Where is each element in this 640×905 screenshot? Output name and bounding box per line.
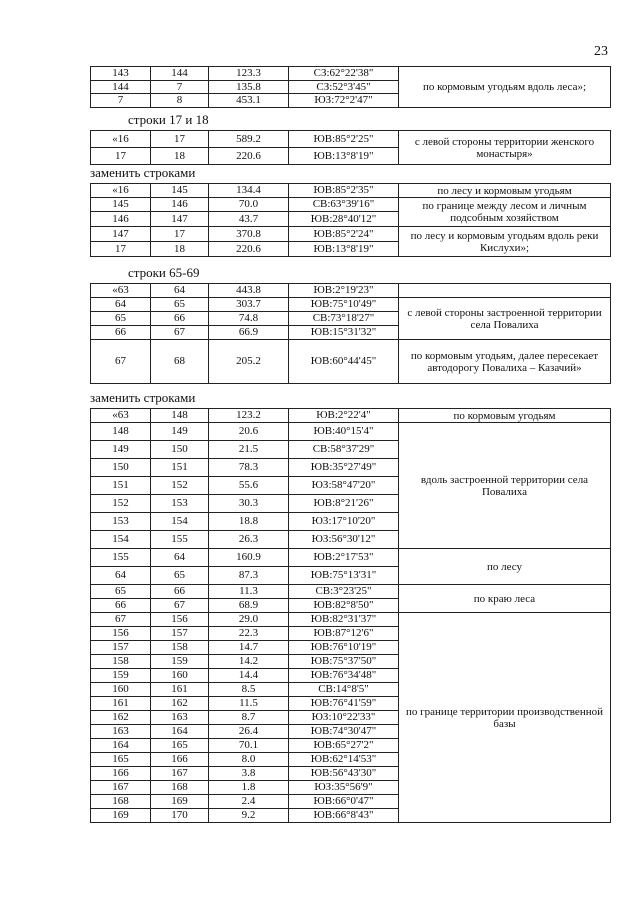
cell-to: 155 xyxy=(151,531,209,549)
cell-from: 149 xyxy=(91,441,151,459)
cell-len: 87.3 xyxy=(209,567,289,585)
cell-to: 67 xyxy=(151,326,209,340)
cell-len: 8.0 xyxy=(209,753,289,767)
cell-from: «16 xyxy=(91,184,151,198)
cell-len: 160.9 xyxy=(209,549,289,567)
table-section xyxy=(90,183,610,257)
boundary-table xyxy=(90,183,611,257)
cell-len: 1.8 xyxy=(209,781,289,795)
cell-description: по лесу xyxy=(399,549,611,585)
cell-to: 148 xyxy=(151,409,209,423)
table-row xyxy=(91,284,611,298)
cell-from: 17 xyxy=(91,242,151,257)
cell-description: по лесу и кормовым угодьям вдоль реки Кислухи»; xyxy=(399,227,611,257)
cell-description: с левой стороны территории женского монастыря» xyxy=(399,131,611,165)
cell-bearing: ЮВ:2°19'23" xyxy=(289,284,399,298)
table-row xyxy=(91,67,611,81)
cell-bearing: ЮВ:75°10'49" xyxy=(289,298,399,312)
table-section xyxy=(90,66,610,108)
cell-len: 55.6 xyxy=(209,477,289,495)
cell-from: 65 xyxy=(91,585,151,599)
table-section xyxy=(90,130,610,165)
section-caption: строки 65-69 xyxy=(128,265,200,280)
cell-len: 123.2 xyxy=(209,409,289,423)
cell-to: 163 xyxy=(151,711,209,725)
cell-len: 14.2 xyxy=(209,655,289,669)
section-caption: заменить строками xyxy=(90,165,196,180)
cell-from: 153 xyxy=(91,513,151,531)
cell-to: 67 xyxy=(151,599,209,613)
cell-from: 146 xyxy=(91,212,151,227)
cell-bearing: ЮВ:56°43'30" xyxy=(289,767,399,781)
table-section xyxy=(90,408,610,823)
cell-len: 9.2 xyxy=(209,809,289,823)
cell-len: 2.4 xyxy=(209,795,289,809)
cell-from: «63 xyxy=(91,409,151,423)
table-row xyxy=(91,131,611,148)
cell-to: 165 xyxy=(151,739,209,753)
cell-to: 157 xyxy=(151,627,209,641)
table-row xyxy=(91,340,611,384)
table-row xyxy=(91,409,611,423)
cell-len: 135.8 xyxy=(209,80,289,94)
cell-from: 151 xyxy=(91,477,151,495)
cell-len: 70.1 xyxy=(209,739,289,753)
boundary-table xyxy=(90,66,611,108)
cell-to: 147 xyxy=(151,212,209,227)
cell-to: 154 xyxy=(151,513,209,531)
cell-to: 158 xyxy=(151,641,209,655)
cell-bearing: ЮЗ:72°2'47" xyxy=(289,94,399,108)
page-number: 23 xyxy=(594,44,608,59)
cell-from: 161 xyxy=(91,697,151,711)
cell-from: 148 xyxy=(91,423,151,441)
cell-bearing: ЮВ:74°30'47" xyxy=(289,725,399,739)
cell-to: 66 xyxy=(151,585,209,599)
cell-from: 154 xyxy=(91,531,151,549)
cell-bearing: ЮВ:87°12'6" xyxy=(289,627,399,641)
cell-bearing: ЮЗ:35°56'9" xyxy=(289,781,399,795)
cell-to: 18 xyxy=(151,148,209,165)
cell-len: 3.8 xyxy=(209,767,289,781)
cell-len: 20.6 xyxy=(209,423,289,441)
cell-from: 64 xyxy=(91,567,151,585)
cell-bearing: СВ:3°23'25" xyxy=(289,585,399,599)
cell-from: 158 xyxy=(91,655,151,669)
cell-len: 21.5 xyxy=(209,441,289,459)
cell-bearing: ЮЗ:58°47'20" xyxy=(289,477,399,495)
boundary-table xyxy=(90,408,611,823)
cell-from: 166 xyxy=(91,767,151,781)
cell-bearing: ЮВ:2°17'53" xyxy=(289,549,399,567)
cell-to: 152 xyxy=(151,477,209,495)
boundary-table xyxy=(90,130,611,165)
cell-to: 151 xyxy=(151,459,209,477)
cell-description: по кормовым угодьям вдоль леса»; xyxy=(399,67,611,108)
cell-to: 65 xyxy=(151,567,209,585)
table-row xyxy=(91,613,611,627)
cell-len: 370.8 xyxy=(209,227,289,242)
cell-to: 169 xyxy=(151,795,209,809)
cell-bearing: СЗ:52°3'45" xyxy=(289,80,399,94)
cell-bearing: ЮВ:85°2'24" xyxy=(289,227,399,242)
cell-len: 11.3 xyxy=(209,585,289,599)
cell-len: 30.3 xyxy=(209,495,289,513)
cell-to: 66 xyxy=(151,312,209,326)
cell-len: 68.9 xyxy=(209,599,289,613)
cell-to: 17 xyxy=(151,131,209,148)
cell-to: 7 xyxy=(151,80,209,94)
cell-len: 443.8 xyxy=(209,284,289,298)
cell-to: 164 xyxy=(151,725,209,739)
cell-from: 67 xyxy=(91,340,151,384)
cell-len: 66.9 xyxy=(209,326,289,340)
cell-from: 167 xyxy=(91,781,151,795)
cell-len: 14.4 xyxy=(209,669,289,683)
cell-description: вдоль застроенной территории села Повалиха xyxy=(399,423,611,549)
cell-to: 153 xyxy=(151,495,209,513)
cell-len: 26.3 xyxy=(209,531,289,549)
cell-from: 144 xyxy=(91,80,151,94)
cell-bearing: ЮВ:28°40'12" xyxy=(289,212,399,227)
cell-len: 14.7 xyxy=(209,641,289,655)
cell-to: 149 xyxy=(151,423,209,441)
cell-to: 65 xyxy=(151,298,209,312)
cell-len: 123.3 xyxy=(209,67,289,81)
cell-bearing: ЮВ:62°14'53" xyxy=(289,753,399,767)
cell-to: 64 xyxy=(151,284,209,298)
table-row xyxy=(91,184,611,198)
cell-to: 18 xyxy=(151,242,209,257)
cell-from: 65 xyxy=(91,312,151,326)
cell-to: 159 xyxy=(151,655,209,669)
cell-from: 157 xyxy=(91,641,151,655)
cell-to: 161 xyxy=(151,683,209,697)
cell-from: 66 xyxy=(91,326,151,340)
cell-from: 160 xyxy=(91,683,151,697)
cell-len: 589.2 xyxy=(209,131,289,148)
cell-bearing: ЮВ:13°8'19" xyxy=(289,242,399,257)
cell-len: 18.8 xyxy=(209,513,289,531)
cell-len: 220.6 xyxy=(209,242,289,257)
cell-description: по границе территории производственной базы xyxy=(399,613,611,823)
cell-bearing: СВ:14°8'5" xyxy=(289,683,399,697)
cell-from: 163 xyxy=(91,725,151,739)
cell-bearing: ЮЗ:17°10'20" xyxy=(289,513,399,531)
cell-bearing: ЮЗ:56°30'12" xyxy=(289,531,399,549)
cell-bearing: СВ:63°39'16" xyxy=(289,198,399,212)
cell-bearing: ЮВ:40°15'4" xyxy=(289,423,399,441)
cell-to: 167 xyxy=(151,767,209,781)
cell-to: 64 xyxy=(151,549,209,567)
cell-bearing: ЮВ:2°22'4" xyxy=(289,409,399,423)
cell-len: 29.0 xyxy=(209,613,289,627)
cell-bearing: ЮВ:15°31'32" xyxy=(289,326,399,340)
cell-bearing: ЮВ:66°0'47" xyxy=(289,795,399,809)
cell-from: 162 xyxy=(91,711,151,725)
cell-to: 160 xyxy=(151,669,209,683)
section-caption: заменить строками xyxy=(90,390,196,405)
cell-bearing: СЗ:62°22'38" xyxy=(289,67,399,81)
cell-bearing: ЮВ:85°2'35" xyxy=(289,184,399,198)
cell-to: 166 xyxy=(151,753,209,767)
cell-len: 205.2 xyxy=(209,340,289,384)
cell-bearing: ЮВ:35°27'49" xyxy=(289,459,399,477)
cell-len: 8.5 xyxy=(209,683,289,697)
cell-bearing: ЮВ:75°37'50" xyxy=(289,655,399,669)
table-row xyxy=(91,227,611,242)
cell-to: 8 xyxy=(151,94,209,108)
cell-len: 8.7 xyxy=(209,711,289,725)
table-row xyxy=(91,585,611,599)
cell-to: 17 xyxy=(151,227,209,242)
cell-from: 67 xyxy=(91,613,151,627)
cell-len: 11.5 xyxy=(209,697,289,711)
cell-bearing: ЮВ:75°13'31" xyxy=(289,567,399,585)
cell-from: 168 xyxy=(91,795,151,809)
cell-from: 64 xyxy=(91,298,151,312)
table-row xyxy=(91,198,611,212)
cell-to: 168 xyxy=(151,781,209,795)
cell-to: 146 xyxy=(151,198,209,212)
cell-to: 156 xyxy=(151,613,209,627)
cell-from: «63 xyxy=(91,284,151,298)
cell-from: 169 xyxy=(91,809,151,823)
cell-from: 159 xyxy=(91,669,151,683)
cell-to: 68 xyxy=(151,340,209,384)
table-row xyxy=(91,298,611,312)
cell-len: 453.1 xyxy=(209,94,289,108)
cell-from: 150 xyxy=(91,459,151,477)
cell-from: 147 xyxy=(91,227,151,242)
cell-len: 220.6 xyxy=(209,148,289,165)
cell-bearing: ЮВ:82°8'50" xyxy=(289,599,399,613)
cell-from: 143 xyxy=(91,67,151,81)
cell-description: по границе между лесом и личным подсобным хозяйством xyxy=(399,198,611,227)
cell-description: по кормовым угодьям, далее пересекает автодорогу Повалиха – Казачий» xyxy=(399,340,611,384)
cell-from: 156 xyxy=(91,627,151,641)
cell-to: 145 xyxy=(151,184,209,198)
cell-from: 7 xyxy=(91,94,151,108)
cell-description: по краю леса xyxy=(399,585,611,613)
cell-from: 17 xyxy=(91,148,151,165)
cell-description xyxy=(399,284,611,298)
cell-bearing: ЮЗ:10°22'33" xyxy=(289,711,399,725)
cell-description: с левой стороны застроенной территории села Повалиха xyxy=(399,298,611,340)
cell-bearing: ЮВ:82°31'37" xyxy=(289,613,399,627)
cell-len: 22.3 xyxy=(209,627,289,641)
cell-len: 70.0 xyxy=(209,198,289,212)
cell-bearing: ЮВ:13°8'19" xyxy=(289,148,399,165)
cell-to: 150 xyxy=(151,441,209,459)
cell-bearing: ЮВ:85°2'25" xyxy=(289,131,399,148)
boundary-table xyxy=(90,283,611,384)
cell-bearing: ЮВ:76°41'59" xyxy=(289,697,399,711)
cell-description: по лесу и кормовым угодьям xyxy=(399,184,611,198)
cell-bearing: ЮВ:76°34'48" xyxy=(289,669,399,683)
section-caption: строки 17 и 18 xyxy=(128,112,209,127)
cell-description: по кормовым угодьям xyxy=(399,409,611,423)
cell-from: 145 xyxy=(91,198,151,212)
cell-from: «16 xyxy=(91,131,151,148)
table-row xyxy=(91,423,611,441)
cell-from: 66 xyxy=(91,599,151,613)
cell-bearing: ЮВ:65°27'2" xyxy=(289,739,399,753)
cell-from: 165 xyxy=(91,753,151,767)
table-section xyxy=(90,283,610,384)
cell-len: 74.8 xyxy=(209,312,289,326)
cell-from: 164 xyxy=(91,739,151,753)
cell-len: 78.3 xyxy=(209,459,289,477)
cell-bearing: СВ:58°37'29" xyxy=(289,441,399,459)
table-row xyxy=(91,549,611,567)
cell-len: 43.7 xyxy=(209,212,289,227)
cell-len: 26.4 xyxy=(209,725,289,739)
cell-to: 170 xyxy=(151,809,209,823)
cell-bearing: ЮВ:60°44'45" xyxy=(289,340,399,384)
cell-len: 134.4 xyxy=(209,184,289,198)
cell-from: 155 xyxy=(91,549,151,567)
cell-bearing: ЮВ:8°21'26" xyxy=(289,495,399,513)
cell-len: 303.7 xyxy=(209,298,289,312)
cell-to: 144 xyxy=(151,67,209,81)
cell-bearing: ЮВ:76°10'19" xyxy=(289,641,399,655)
cell-to: 162 xyxy=(151,697,209,711)
cell-from: 152 xyxy=(91,495,151,513)
cell-bearing: СВ:73°18'27" xyxy=(289,312,399,326)
cell-bearing: ЮВ:66°8'43" xyxy=(289,809,399,823)
